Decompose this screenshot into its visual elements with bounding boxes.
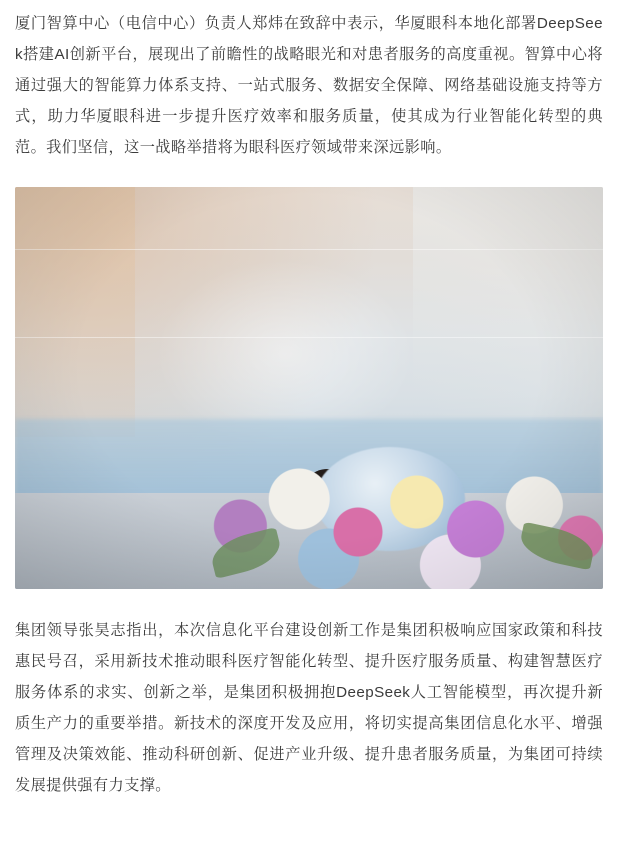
- paragraph-two: 集团领导张昊志指出，本次信息化平台建设创新工作是集团积极响应国家政策和科技惠民号召，采用新技术推动眼科医疗智能化转型、提升医疗服务质量、构建智慧医疗服务体系的求实、创新之举，是集团积极拥抱DeepSeek人工智能模型，再次提升新质生产力的重要举措。新技术的深度开发及应用，将切实提高集团信息化水平、增强管理及决策效能、推动科研创新、促进产业升级、提升患者服务质量，为集团可持续发展提供强有力支撑。: [15, 622, 603, 794]
- speaker-at-podium-photo: [15, 187, 603, 589]
- paragraph-one: 厦门智算中心（电信中心）负责人郑炜在致辞中表示，华厦眼科本地化部署DeepSeek搭建AI创新平台，展现出了前瞻性的战略眼光和对患者服务的高度重视。智算中心将通过强大的智能算力体系支持、一站式服务、数据安全保障、网络基础设施支持等方式，助力华厦眼科进一步提升医疗效率和服务质量，使其成为行业智能化转型的典范。我们坚信，这一战略举措将为眼科医疗领域带来深远影响。: [15, 15, 603, 156]
- photo-background: [15, 187, 603, 589]
- photo-vignette: [15, 187, 603, 589]
